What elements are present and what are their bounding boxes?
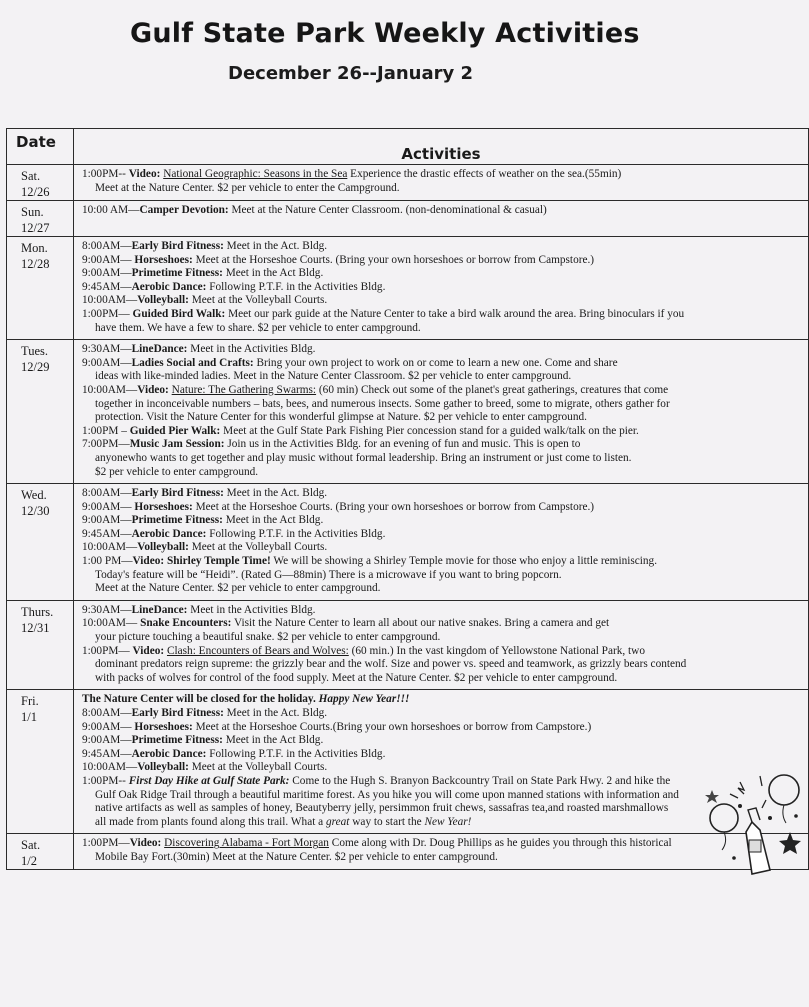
activity-description: Meet in the Act. Bldg. (223, 707, 328, 719)
day-label: Tues. (21, 344, 48, 359)
day-cell (7, 834, 74, 870)
activity-line (82, 281, 806, 295)
activity-line (82, 452, 806, 466)
activity-title: Primetime Fitness: (131, 734, 223, 747)
activity-line (82, 501, 806, 515)
activity-continuation: Gulf Oak Ridge Trail through a beautiful maritime forest. As you hike you will come upon manned stations with information and (95, 788, 679, 801)
activity-title: Volleyball: (137, 761, 189, 774)
activity-title: Aerobic Dance: (131, 527, 207, 540)
activity-description: Meet at the Gulf State Park Fishing Pier concession stand for a guided walk/talk on the pier. (220, 424, 639, 437)
activities-column-header: Activities (74, 129, 809, 165)
activity-title: Primetime Fitness: (131, 267, 223, 280)
table-row (7, 165, 809, 201)
activities-cell (74, 340, 809, 484)
activity-time: 9:00AM— (82, 514, 132, 527)
activity-continuation: your picture touching a beautiful snake. $2 per vehicle to enter campground. (95, 631, 441, 644)
activity-title: Early Bird Fitness: (131, 240, 224, 252)
activity-description: Meet our park guide at the Nature Center to take a bird walk around the area. Bring binoculars if you (225, 307, 685, 320)
emphasis-text: great (326, 815, 350, 828)
activity-description: Meet in the Act Bldg. (222, 514, 324, 527)
activity-continuation: Mobile Bay Fort.(30min) Meet at the Nature Center. $2 per vehicle to enter campground. (95, 850, 498, 863)
activity-continuation: $2 per vehicle to enter campground. (95, 465, 259, 478)
activity-title: Horseshoes: (134, 253, 193, 266)
activity-continuation: ideas with like-minded ladies. Meet in the Nature Center Classroom. $2 per vehicle to enter campground. (95, 370, 572, 383)
activities-cell (74, 484, 809, 601)
table-row (7, 237, 809, 340)
date-label: 12/28 (21, 257, 50, 271)
activity-title: Music Jam Session: (129, 438, 225, 451)
activity-title: The Nature Center will be closed for the holiday. (82, 693, 316, 706)
activity-line (82, 789, 806, 803)
activity-time: 10:00AM— (82, 294, 138, 307)
day-label: Wed. (21, 488, 47, 503)
day-cell (7, 484, 74, 601)
activity-continuation: together in inconceivable numbers – bats, bees, and numerous insects. Some gather to breed, some to migrate, others gather for (95, 397, 670, 410)
activity-description: Meet in the Act. Bldg. (223, 240, 328, 252)
table-header-row (7, 129, 809, 165)
activity-line (82, 645, 806, 659)
activity-time: 9:00AM— (82, 356, 132, 369)
day-cell (7, 600, 74, 690)
activity-line (82, 322, 806, 336)
activity-time: 9:00AM— (82, 253, 135, 266)
activity-line (82, 555, 806, 569)
activity-description: Bring your own project to work on or come to learn a new one. Come and share (253, 356, 618, 369)
activity-time: 1:00PM-- (82, 168, 129, 180)
date-label: 12/26 (21, 185, 50, 199)
table-row (7, 600, 809, 690)
activity-line (82, 693, 806, 707)
activity-continuation: have them. We have a few to share. $2 per vehicle to enter campground. (95, 321, 421, 334)
activity-description: Join us in the Activities Bldg. for an evening of fun and music. This is open to (224, 438, 581, 451)
day-label: Fri. (21, 694, 39, 709)
activity-line (82, 514, 806, 528)
activity-description: Meet in the Act. Bldg. (223, 487, 328, 500)
activity-continuation: dominant predators reign supreme: the grizzly bear and the wolf. Size and power vs. speed and teamwork, as grizzly bears contend (95, 658, 687, 671)
activity-time: 1:00PM— (82, 644, 133, 657)
activity-description: Meet at the Horseshoe Courts. (Bring your own horseshoes or borrow from Campstore.) (192, 500, 595, 513)
activity-description: Meet at the Volleyball Courts. (188, 761, 328, 774)
activity-time: 7:00PM— (82, 438, 130, 451)
table-row (7, 201, 809, 237)
activity-time: 10:00AM— (82, 541, 138, 554)
activity-description: Meet at the Nature Center Classroom. (non-denominational & casual) (228, 204, 547, 216)
activity-time: 1:00PM – (82, 424, 130, 437)
champagne-celebration-icon (700, 770, 808, 880)
activity-description: Meet at the Volleyball Courts. (188, 541, 328, 554)
activity-title: Video: (137, 383, 172, 396)
activity-description: Visit the Nature Center to learn all about our native snakes. Bring a camera and get (231, 617, 610, 630)
activities-cell (74, 834, 809, 870)
activity-time: 1:00PM-- (82, 774, 129, 787)
activity-description: Following P.T.F. in the Activities Bldg. (206, 280, 386, 293)
activity-time: 8:00AM— (82, 707, 132, 719)
day-label: Sat. (21, 838, 41, 853)
schedule-body (7, 165, 809, 870)
activity-line (82, 748, 806, 762)
activity-time: 10:00AM— (82, 383, 138, 396)
activity-subtitle: National Geographic: Seasons in the Sea (163, 168, 348, 180)
activity-time: 10:00 AM— (82, 204, 140, 216)
activity-description: Come along with Dr. Doug Phillips as he guides you through this historical (328, 837, 672, 850)
day-label: Sat. (21, 169, 41, 183)
activity-title: Video: (132, 644, 167, 657)
activities-cell (74, 237, 809, 340)
table-row (7, 484, 809, 601)
activity-description: Meet at the Volleyball Courts. (188, 294, 328, 307)
activity-time: 10:00AM— (82, 761, 138, 774)
activity-title: Horseshoes: (134, 500, 193, 513)
activity-title: Video: Shirley Temple Time! (132, 555, 271, 568)
activities-cell (74, 165, 809, 201)
day-cell (7, 165, 74, 201)
day-cell (7, 237, 74, 340)
activity-title: LineDance: (131, 603, 188, 616)
activity-line (82, 254, 806, 268)
activity-time: 9:30AM— (82, 603, 132, 616)
activity-line (82, 721, 806, 735)
activity-line (82, 438, 806, 452)
activity-time: 9:45AM— (82, 747, 132, 760)
emphasis-text: New Year! (424, 815, 472, 828)
page-title: Gulf State Park Weekly Activities (130, 18, 640, 49)
activities-cell (74, 201, 809, 237)
activity-description: Meet in the Activities Bldg. (187, 343, 316, 356)
activity-line (82, 837, 806, 851)
activity-title: Primetime Fitness: (131, 514, 223, 527)
activity-title: First Day Hike at Gulf State Park: (128, 774, 290, 787)
holiday-greeting: Happy New Year!!! (318, 693, 410, 706)
activity-time: 1:00PM— (82, 837, 130, 850)
activity-line (82, 582, 806, 596)
activity-title: Video: (128, 168, 164, 180)
activity-title: Volleyball: (137, 541, 189, 554)
activity-title: Guided Pier Walk: (129, 424, 221, 437)
activity-line (82, 761, 806, 775)
activity-description: (60 min) Check out some of the planet's great gatherings, creatures that come (316, 383, 669, 396)
day-cell (7, 690, 74, 834)
activity-continuation: Today's feature will be “Heidi”. (Rated G—88min) There is a microwave if you want to bring popcorn. (95, 568, 562, 581)
activity-description: Meet in the Act Bldg. (222, 734, 324, 747)
day-cell (7, 340, 74, 484)
activity-line (82, 343, 806, 357)
activity-description: Following P.T.F. in the Activities Bldg. (206, 747, 386, 760)
activity-subtitle: Discovering Alabama - Fort Morgan (164, 837, 329, 850)
activity-line (82, 267, 806, 281)
schedule-table (6, 128, 809, 870)
activity-line (82, 528, 806, 542)
activity-title: Aerobic Dance: (131, 747, 207, 760)
activity-description: Meet at the Horseshoe Courts.(Bring your own horseshoes or borrow from Campstore.) (192, 720, 592, 733)
activity-line (82, 466, 806, 480)
activity-title: Aerobic Dance: (131, 280, 207, 293)
activity-line (82, 487, 806, 501)
activity-line (82, 357, 806, 371)
activity-time: 9:00AM— (82, 267, 132, 280)
date-label: 12/29 (21, 360, 50, 375)
activity-subtitle: Clash: Encounters of Bears and Wolves: (166, 644, 349, 657)
activity-time: 1:00 PM— (82, 555, 133, 568)
date-label: 1/1 (21, 710, 37, 725)
activity-continuation: Meet at the Nature Center. $2 per vehicle to enter campground. (95, 582, 381, 595)
activity-description: Come to the Hugh S. Branyon Backcountry Trail on State Park Hwy. 2 and hike the (289, 774, 671, 787)
activity-time: 9:00AM— (82, 500, 135, 513)
activity-title: Snake Encounters: (140, 617, 232, 630)
activity-line (82, 734, 806, 748)
day-label: Mon. (21, 241, 48, 255)
page-subtitle: December 26--January 2 (228, 63, 474, 84)
date-label: 12/30 (21, 504, 50, 519)
activity-time: 1:00PM— (82, 307, 133, 320)
activity-title: Ladies Social and Crafts: (131, 356, 254, 369)
activity-title: Volleyball: (137, 294, 189, 307)
activity-time: 9:00AM— (82, 720, 135, 733)
activity-time: 8:00AM— (82, 487, 132, 500)
activities-cell (74, 600, 809, 690)
activity-description: Meet in the Act Bldg. (222, 267, 324, 280)
activity-continuation: Meet at the Nature Center. $2 per vehicle to enter the Campground. (95, 181, 400, 194)
activity-line (82, 672, 806, 686)
table-row (7, 690, 809, 834)
activity-title: Guided Bird Walk: (132, 307, 226, 320)
activity-line (82, 816, 806, 830)
table-row (7, 834, 809, 870)
activity-line (82, 541, 806, 555)
date-column-header: Date (7, 129, 74, 165)
activity-description: (60 min.) In the vast kingdom of Yellowstone National Park, two (348, 644, 645, 657)
activity-time: 9:45AM— (82, 280, 132, 293)
activity-line (82, 604, 806, 618)
activity-line (82, 384, 806, 398)
activity-line (82, 851, 806, 865)
activities-cell (74, 690, 809, 834)
activity-title: Early Bird Fitness: (131, 487, 224, 500)
activity-line (82, 617, 806, 631)
activity-subtitle: Nature: The Gathering Swarms: (171, 383, 317, 396)
activity-title: LineDance: (131, 343, 188, 356)
activity-time: 8:00AM— (82, 240, 132, 252)
activity-title: Horseshoes: (134, 720, 193, 733)
activity-description: Experience the drastic effects of weather on the sea.(55min) (347, 168, 622, 180)
activity-line (82, 802, 806, 816)
activity-description: Meet in the Activities Bldg. (187, 603, 316, 616)
activity-description: Meet at the Horseshoe Courts. (Bring your own horseshoes or borrow from Campstore.) (192, 253, 595, 266)
date-label: 12/31 (21, 620, 50, 635)
activity-time: 9:00AM— (82, 734, 132, 747)
activity-title: Video: (129, 837, 165, 850)
activity-line (82, 204, 806, 218)
activity-line (82, 240, 806, 254)
activity-line (82, 658, 806, 672)
activity-line (82, 398, 806, 412)
date-label: 12/27 (21, 221, 50, 235)
activity-line (82, 168, 806, 182)
activity-title: Early Bird Fitness: (131, 707, 224, 719)
activity-continuation: protection. Visit the Nature Center for this wonderful glimpse at Nature. $2 per vehicle to enter campground. (95, 411, 587, 424)
activity-line (82, 775, 806, 789)
activity-line (82, 425, 806, 439)
day-label: Sun. (21, 205, 44, 219)
activity-line (82, 294, 806, 308)
activity-line (82, 569, 806, 583)
activity-time: 10:00AM— (82, 617, 141, 630)
activity-line (82, 411, 806, 425)
activity-continuation: anyonewho wants to get together and play music without formal leadership. Bring an instrument or just come to listen. (95, 451, 632, 464)
table-row (7, 340, 809, 484)
activity-continuation: native artifacts as well as samples of honey, Beautyberry jelly, persimmon fruit chews, sassafras tea,and roasted marshmallows (95, 802, 669, 815)
activity-continuation: way to start the (349, 815, 425, 828)
activity-continuation: all made from plants found along this trail. What a (95, 815, 327, 828)
activity-line (82, 370, 806, 384)
day-label: Thurs. (21, 604, 54, 619)
activity-description: We will be showing a Shirley Temple movie for those who enjoy a little reminiscing. (270, 555, 658, 568)
activity-line (82, 631, 806, 645)
activity-description: Following P.T.F. in the Activities Bldg. (206, 527, 386, 540)
date-label: 1/2 (21, 854, 37, 869)
day-cell (7, 201, 74, 237)
activity-time: 9:30AM— (82, 343, 132, 356)
activity-time: 9:45AM— (82, 527, 132, 540)
activity-line (82, 182, 806, 196)
activity-continuation: with packs of wolves for control of the food supply. Meet at the Nature Center. $2 per vehicle to enter campground. (95, 671, 618, 684)
activity-line (82, 707, 806, 721)
activity-line (82, 308, 806, 322)
activity-title: Camper Devotion: (139, 204, 229, 216)
